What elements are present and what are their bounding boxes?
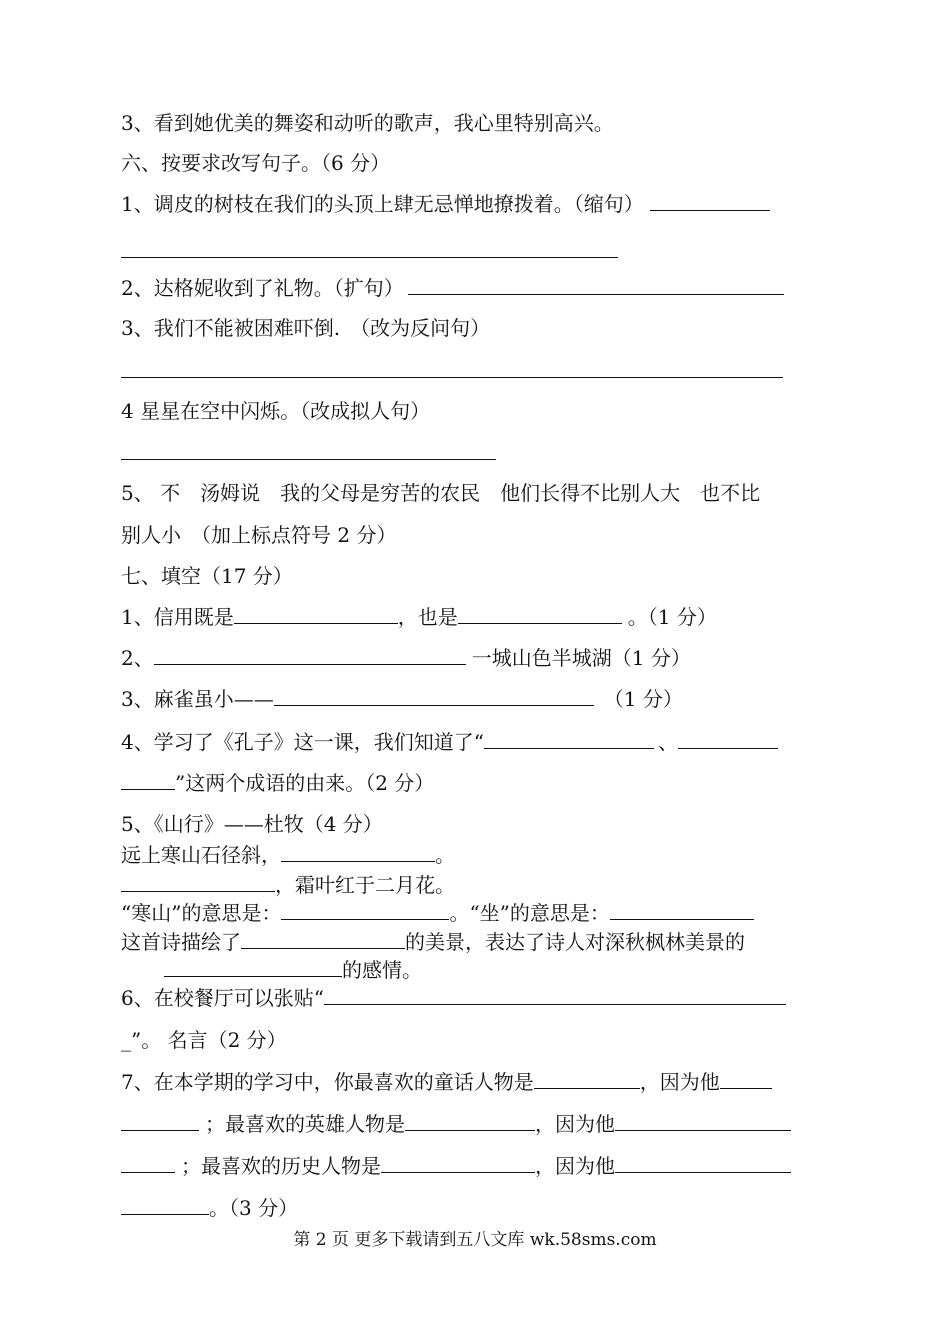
q7-3-text-a: 3、麻雀虽小—— xyxy=(121,687,274,711)
question-6-5-line-1: 5、 不 汤姆说 我的父母是穷苦的农民 他们长得不比别人大 也不比 xyxy=(121,481,761,505)
q7-7-text-c1: ；最喜欢的历史人物是 xyxy=(181,1154,381,1178)
question-7-4-line-2 xyxy=(121,771,434,795)
question-7-1 xyxy=(121,605,717,629)
answer-blank[interactable] xyxy=(121,1155,175,1173)
q7-3-text-b: （1 分） xyxy=(603,687,683,711)
answer-blank[interactable] xyxy=(381,1155,535,1173)
poem-line-1-end: 。 xyxy=(435,843,455,867)
question-7-5-title: 5、《山行》——杜牧（4 分） xyxy=(121,812,383,836)
q7-4-text-b: 、 xyxy=(657,730,678,754)
question-6-4: 4 星星在空中闪烁。（改成拟人句） xyxy=(121,399,431,423)
answer-blank[interactable] xyxy=(650,193,770,211)
answer-blank[interactable] xyxy=(615,1155,791,1173)
answer-blank[interactable] xyxy=(405,1113,535,1131)
q7-1-text-b: ，也是 xyxy=(397,605,458,629)
question-6-2 xyxy=(121,276,784,300)
q7-1-text-a: 1、信用既是 xyxy=(121,605,234,629)
answer-blank[interactable] xyxy=(121,772,175,790)
question-7-4-line-1 xyxy=(121,730,778,754)
answer-blank[interactable] xyxy=(281,902,449,920)
answer-line[interactable] xyxy=(121,377,783,378)
q7-7-text-a2: ，因为他 xyxy=(639,1070,720,1094)
answer-blank[interactable] xyxy=(534,1071,640,1089)
answer-blank[interactable] xyxy=(408,277,784,295)
answer-blank[interactable] xyxy=(678,731,778,749)
answer-blank[interactable] xyxy=(281,844,435,862)
q7-2-text-b: 一城山色半城湖（1 分） xyxy=(471,646,691,670)
question-7-7-line-2 xyxy=(121,1112,791,1136)
question-7-7-line-1 xyxy=(121,1070,772,1094)
answer-blank[interactable] xyxy=(164,959,342,977)
question-7-3 xyxy=(121,687,683,711)
answer-blank[interactable] xyxy=(615,1113,791,1131)
page-footer: 第 2 页 更多下载请到五八文库 wk.58sms.com xyxy=(293,1230,657,1250)
answer-blank[interactable] xyxy=(241,931,405,949)
question-6-2-text: 2、达格妮收到了礼物。（扩句） xyxy=(121,276,404,300)
q7-5-text-a: “寒山”的意思是： xyxy=(121,901,282,925)
question-7-2 xyxy=(121,646,691,670)
question-6-3: 3、我们不能被困难吓倒. （改为反问句） xyxy=(121,316,491,340)
q7-1-text-c: 。（1 分） xyxy=(627,605,717,629)
answer-blank[interactable] xyxy=(324,987,786,1005)
answer-blank[interactable] xyxy=(484,731,654,749)
answer-blank[interactable] xyxy=(274,688,594,706)
question-6-1 xyxy=(121,192,770,216)
question-7-6-line-1 xyxy=(121,986,786,1010)
answer-blank[interactable] xyxy=(610,902,754,920)
q7-5-text-d: 的美景，表达了诗人对深秋枫林美景的 xyxy=(405,930,745,954)
q7-7-text-b2: ，因为他 xyxy=(535,1112,615,1136)
poem-line-2-text: ，霜叶红于二月花。 xyxy=(275,873,455,897)
answer-line[interactable] xyxy=(121,459,496,460)
answer-blank[interactable] xyxy=(234,606,398,624)
q7-5-text-e: 的感情。 xyxy=(342,958,422,982)
question-5-3: 3、看到她优美的舞姿和动听的歌声，我心里特别高兴。 xyxy=(121,111,614,135)
question-6-5-line-2: 别人小 （加上标点符号 2 分） xyxy=(121,523,397,547)
section-6-title: 六、按要求改写句子。（6 分） xyxy=(121,151,391,175)
question-7-7-line-4 xyxy=(121,1196,298,1220)
q7-6-text-a: 6、在校餐厅可以张贴“ xyxy=(121,986,324,1010)
answer-line[interactable] xyxy=(121,257,618,258)
q7-7-text-d: 。（3 分） xyxy=(209,1196,299,1220)
q7-4-text-a: 4、学习了《孔子》这一课，我们知道了“ xyxy=(121,730,484,754)
answer-blank[interactable] xyxy=(720,1071,772,1089)
question-7-7-line-3 xyxy=(121,1154,791,1178)
question-6-1-text: 1、调皮的树枝在我们的头顶上肆无忌惮地撩拨着。（缩句） xyxy=(121,192,644,216)
question-7-6-line-2: _”。 名言（2 分） xyxy=(121,1028,287,1052)
q7-7-text-c2: ，因为他 xyxy=(535,1154,615,1178)
q7-4-text-c: ”这两个成语的由来。（2 分） xyxy=(175,771,435,795)
poem-line-2 xyxy=(121,873,455,897)
answer-blank[interactable] xyxy=(154,647,466,665)
answer-blank[interactable] xyxy=(121,1113,199,1131)
answer-blank[interactable] xyxy=(121,1197,209,1215)
poem-line-1 xyxy=(121,843,455,867)
question-7-5-meaning xyxy=(121,901,754,925)
section-7-title: 七、填空（17 分） xyxy=(121,564,293,588)
q7-5-text-c: 这首诗描绘了 xyxy=(121,930,241,954)
poem-line-1-text: 远上寒山石径斜， xyxy=(121,843,281,867)
question-7-5-scene xyxy=(121,930,745,954)
q7-5-text-b: 。“坐”的意思是： xyxy=(449,901,610,925)
q7-7-text-a1: 7、在本学期的学习中，你最喜欢的童话人物是 xyxy=(121,1070,534,1094)
answer-blank[interactable] xyxy=(121,874,275,892)
q7-2-text-a: 2、 xyxy=(121,646,154,670)
q7-7-text-b1: ；最喜欢的英雄人物是 xyxy=(205,1112,405,1136)
question-7-5-feeling xyxy=(164,958,422,982)
answer-blank[interactable] xyxy=(458,606,622,624)
